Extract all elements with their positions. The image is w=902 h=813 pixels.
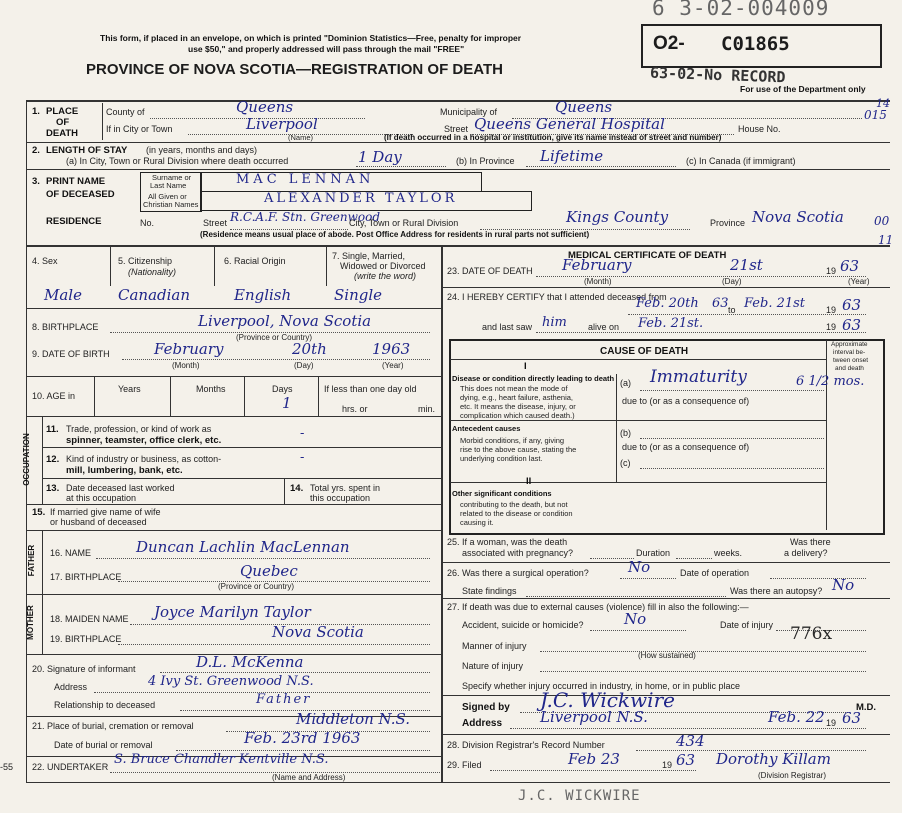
residence-street-label: Street — [203, 218, 228, 228]
to-19: 19 — [826, 305, 837, 315]
frame-bottom-line — [26, 782, 890, 783]
direct-cause-label-2: This does not mean the mode of — [460, 384, 568, 393]
line-s2 — [26, 169, 890, 170]
of-label: OF — [56, 117, 70, 128]
father-name-line — [96, 558, 430, 559]
filed-line — [490, 770, 696, 771]
findings-label: State findings — [462, 586, 517, 596]
print-name-label: PRINT NAME — [46, 176, 106, 187]
undertaker-value[interactable]: S. Bruce Chandler Kentville N.S. — [114, 752, 329, 767]
corner-code: -55 — [0, 762, 14, 772]
external-cause-label: 27. If death was due to external causes (violence) fill in also the following:— — [447, 602, 749, 612]
mother-label: MOTHER — [25, 605, 35, 640]
line-residence — [26, 245, 890, 247]
residence-note: (Residence means usual place of abode. Post Office Address for residents in rural parts not sufficient) — [200, 230, 590, 239]
residence-city-label: City, Town or Rural Division — [349, 218, 459, 228]
s3-number: 3. — [32, 176, 40, 187]
city-value[interactable]: Liverpool — [246, 115, 318, 133]
residence-no-label: No. — [140, 218, 155, 228]
age-days-value[interactable]: 1 — [282, 394, 292, 412]
line-13 — [26, 504, 441, 505]
div-4-5 — [110, 246, 111, 286]
father-birthplace-sub: (Province or Country) — [218, 582, 295, 591]
line-10 — [26, 416, 441, 417]
given-label-1: All Given or — [148, 192, 187, 201]
operation-line — [620, 578, 676, 579]
occupation-divider — [42, 416, 43, 504]
marital-status-value[interactable]: Single — [334, 286, 383, 304]
occupation-label: OCCUPATION — [21, 433, 31, 486]
birthplace-value[interactable]: Liverpool, Nova Scotia — [198, 312, 372, 330]
citizenship-value[interactable]: Canadian — [118, 286, 191, 304]
to-label: to — [728, 305, 736, 315]
mother-maiden-value[interactable]: Joyce Marilyn Taylor — [154, 603, 311, 621]
citizenship-label: 5. Citizenship — [118, 256, 173, 266]
weeks-label: weeks. — [714, 548, 743, 558]
marital-label-1: 7. Single, Married, — [332, 251, 406, 261]
s11-number: 11. — [46, 424, 59, 435]
age-label: 10. AGE in — [32, 391, 76, 401]
mother-maiden-label: 18. MAIDEN NAME — [50, 614, 129, 624]
father-birthplace-label: 17. BIRTHPLACE — [50, 572, 122, 582]
antecedent-title: Antecedent causes — [452, 424, 521, 433]
cause-b-label: (b) — [620, 428, 631, 438]
registration-prefix: O2- — [653, 33, 685, 54]
other-conditions-4: causing it. — [460, 518, 494, 527]
record-number-label: 28. Division Registrar's Record Number — [447, 740, 605, 750]
attended-to[interactable]: Feb. 21st — [744, 296, 806, 311]
antecedent-label-2: rise to the above cause, stating the — [460, 445, 577, 454]
postage-notice-line1: This form, if placed in an envelope, on which is printed "Dominion Statistics—Free, penalty for improper — [100, 33, 522, 43]
informant-address-value[interactable]: 4 Ivy St. Greenwood N.S. — [148, 674, 314, 689]
informant-signature[interactable]: D.L. McKenna — [196, 653, 304, 671]
s1-divider — [102, 103, 103, 140]
s12-label-2: mill, lumbering, bank, etc. — [66, 465, 183, 476]
form-title: PROVINCE OF NOVA SCOTIA—REGISTRATION OF DEATH — [86, 61, 503, 78]
sex-value[interactable]: Male — [44, 286, 82, 304]
father-label: FATHER — [27, 544, 37, 577]
dob-year[interactable]: 1963 — [372, 340, 411, 358]
father-birthplace-value[interactable]: Quebec — [240, 562, 298, 580]
racial-origin-label: 6. Racial Origin — [224, 256, 286, 266]
physician-address-label: Address — [462, 718, 503, 729]
residence-street-value[interactable]: R.C.A.F. Stn. Greenwood — [230, 210, 381, 224]
city-label: If in City or Town — [106, 124, 173, 134]
line-26 — [441, 598, 890, 599]
age-div-4 — [318, 376, 319, 416]
interval-hdr-3: tween onset — [833, 357, 869, 364]
bottom-name-stamp: J.C. WICKWIRE — [518, 788, 641, 804]
line-s1 — [26, 142, 890, 143]
line-direct — [450, 420, 826, 421]
hrs-label: hrs. or — [342, 404, 368, 414]
due-to-label-1: due to (or as a consequence of) — [622, 396, 750, 406]
mother-divider — [42, 594, 43, 654]
date-of-death-19: 19 — [826, 266, 837, 276]
burial-place-label: 21. Place of burial, cremation or removal — [32, 721, 194, 731]
municipality-label: Municipality of — [440, 107, 498, 117]
duration-line — [676, 558, 712, 559]
house-no-label: House No. — [738, 124, 781, 134]
dod-year-sub: (Year) — [848, 277, 870, 286]
s12-number: 12. — [46, 454, 60, 465]
cause-title-line — [450, 359, 826, 360]
signed-year[interactable]: 63 — [842, 709, 862, 727]
alive-year[interactable]: 63 — [842, 316, 862, 334]
informant-address-label: Address — [54, 682, 88, 692]
cause-title: CAUSE OF DEATH — [600, 346, 689, 357]
filed-year[interactable]: 63 — [676, 751, 696, 769]
municipality-value[interactable]: Queens — [555, 98, 613, 116]
length-of-stay-sub: (in years, months and days) — [146, 145, 258, 155]
margin-mark-1: 015 — [864, 108, 887, 122]
father-name-value[interactable]: Duncan Lachlin MacLennan — [136, 538, 350, 556]
county-value[interactable]: Queens — [236, 98, 294, 116]
line-signed — [441, 734, 890, 735]
direct-cause-label-5: complication which caused death.) — [460, 411, 575, 420]
county-label: County of — [106, 107, 145, 117]
s15-number: 15. — [32, 507, 46, 518]
burial-date-value[interactable]: Feb. 23rd 1963 — [244, 729, 361, 747]
duration-label: Duration — [636, 548, 671, 558]
accident-line — [590, 630, 686, 631]
cause-a-interval[interactable]: 6 1/2 mos. — [796, 374, 865, 389]
div-13-14 — [284, 478, 285, 504]
injury-date-label: Date of injury — [720, 620, 774, 630]
autopsy-value[interactable]: No — [832, 576, 855, 594]
burial-date-line — [176, 750, 430, 751]
physician-signature[interactable]: J.C. Wickwire — [540, 688, 675, 712]
s11-label-1: Trade, profession, or kind of work as — [66, 424, 212, 434]
other-conditions-3: related to the disease or condition — [460, 509, 573, 518]
div-5-6 — [214, 246, 215, 286]
certify-label: 24. I HEREBY CERTIFY that I attended deceased from — [447, 292, 667, 302]
cause-c-line — [640, 468, 824, 469]
dob-month[interactable]: February — [154, 340, 224, 358]
age-months-label: Months — [196, 384, 226, 394]
alive-line — [536, 332, 866, 333]
death-label: DEATH — [46, 128, 79, 139]
physician-address-value[interactable]: Liverpool N.S. — [540, 708, 648, 726]
s15-label-2: or husband of deceased — [50, 517, 147, 527]
racial-origin-value[interactable]: English — [234, 286, 292, 304]
residence-province-label: Province — [710, 218, 746, 228]
relationship-label: Relationship to deceased — [54, 700, 156, 710]
accident-value[interactable]: No — [624, 610, 647, 628]
accident-label: Accident, suicide or homicide? — [462, 620, 584, 630]
father-divider — [42, 530, 43, 594]
cause-label-divider — [616, 374, 617, 482]
dob-year-sub: (Year) — [382, 361, 404, 370]
dob-day[interactable]: 20th — [292, 340, 327, 358]
burial-date-label: Date of burial or removal — [54, 740, 153, 750]
s11-label-2: spinner, teamster, office clerk, etc. — [66, 435, 222, 446]
autopsy-label: Was there an autopsy? — [730, 586, 823, 596]
cause-part-2: II — [526, 476, 532, 487]
s1-number: 1. — [32, 106, 40, 117]
pencil-reference-number: 6 3-02-004009 — [652, 0, 830, 20]
attended-line — [628, 314, 866, 315]
undertaker-label: 22. UNDERTAKER — [32, 762, 109, 772]
dod-month-sub: (Month) — [584, 277, 612, 286]
cause-b-line — [640, 438, 824, 439]
street-label: Street — [444, 124, 469, 134]
line-15 — [26, 530, 441, 531]
signed-by-label: Signed by — [462, 702, 510, 713]
stay-city-line — [356, 166, 446, 167]
age-div-2 — [170, 376, 171, 416]
pregnancy-label-1: 25. If a woman, was the death — [447, 537, 568, 547]
s13-label-1: Date deceased last worked — [66, 483, 175, 493]
s15-label-1: If married give name of wife — [50, 507, 161, 517]
s14-label-2: this occupation — [310, 493, 371, 503]
surname-value[interactable]: MAC LENNAN — [236, 172, 375, 187]
age-div-3 — [244, 376, 245, 416]
classification-code: 776x — [790, 624, 833, 644]
marital-label-3: (write the word) — [354, 271, 417, 281]
date-of-death-month[interactable]: February — [562, 256, 632, 274]
margin-mark-3: 00 — [874, 214, 890, 228]
given-names-value[interactable]: ALEXANDER TAYLOR — [264, 191, 458, 206]
signed-19: 19 — [826, 718, 837, 728]
filed-date-value[interactable]: Feb 23 — [568, 750, 620, 768]
dob-line — [122, 359, 430, 360]
due-to-label-2: due to (or as a consequence of) — [622, 442, 750, 452]
direct-cause-label-3: dying, e.g., heart failure, asthenia, — [460, 393, 573, 402]
age-div-1 — [94, 376, 95, 416]
mother-birthplace-value[interactable]: Nova Scotia — [272, 623, 364, 641]
stay-province-label: (b) In Province — [456, 156, 515, 166]
div-6-7 — [326, 246, 327, 286]
center-divider — [441, 246, 443, 782]
filed-19: 19 — [662, 760, 673, 770]
frame-top-line — [26, 100, 890, 102]
filed-label: 29. Filed — [447, 760, 482, 770]
line-12 — [42, 478, 441, 479]
pregnancy-label-2: associated with pregnancy? — [462, 548, 574, 558]
other-conditions-1: Other significant conditions — [452, 489, 552, 498]
given-label-2: Christian Names — [143, 200, 199, 209]
s11-dash: - — [300, 426, 305, 441]
interval-hdr-4: and death — [835, 365, 864, 372]
interval-hdr-2: interval be- — [833, 349, 866, 356]
date-of-death-label: 23. DATE OF DEATH — [447, 266, 533, 276]
operation-value[interactable]: No — [628, 558, 651, 576]
stay-province-value[interactable]: Lifetime — [540, 147, 604, 165]
relationship-value[interactable]: Father — [256, 692, 312, 707]
sex-label: 4. Sex — [32, 256, 58, 266]
age-years-label: Years — [118, 384, 141, 394]
age-days-label: Days — [272, 384, 293, 394]
birthplace-sublabel: (Province or Country) — [236, 333, 313, 342]
last-saw-value[interactable]: him — [542, 315, 567, 330]
interval-column-divider — [826, 340, 827, 530]
line-antecedent — [450, 482, 826, 483]
stay-province-line — [526, 166, 676, 167]
city-name-sublabel: (Name) — [288, 133, 314, 142]
nature-label: Nature of injury — [462, 661, 524, 671]
last-saw-label: and last saw — [482, 322, 533, 332]
manner-label: Manner of injury — [462, 641, 527, 651]
cause-c-label: (c) — [620, 458, 631, 468]
mother-birthplace-line — [118, 644, 430, 645]
line-father — [26, 594, 441, 595]
delivery-label-2: a delivery? — [784, 548, 828, 558]
medical-cert-title: MEDICAL CERTIFICATE OF DEATH — [568, 250, 727, 261]
undertaker-sub: (Name and Address) — [272, 773, 346, 782]
place-label: PLACE — [46, 106, 79, 117]
specify-label: Specify whether injury occurred in industry, in home, or in public place — [462, 681, 740, 691]
nature-line — [540, 671, 866, 672]
s12-dash: - — [300, 450, 305, 465]
dod-day-sub: (Day) — [722, 277, 742, 286]
direct-cause-label-4: etc. It means the disease, injury, or — [460, 402, 576, 411]
line-25 — [441, 562, 890, 563]
birthplace-label: 8. BIRTHPLACE — [32, 322, 99, 332]
cause-part-1: I — [524, 361, 527, 372]
less-than-day-label: If less than one day old — [324, 384, 417, 394]
length-of-stay-label: LENGTH OF STAY — [46, 145, 128, 156]
nationality-sublabel: (Nationality) — [128, 267, 177, 277]
surname-label-1: Surname or — [152, 173, 192, 182]
informant-line — [160, 672, 430, 673]
antecedent-label-1: Morbid conditions, if any, giving — [460, 436, 565, 445]
antecedent-label-3: underlying condition last. — [460, 454, 543, 463]
street-value[interactable]: Queens General Hospital — [474, 115, 665, 133]
md-label: M.D. — [856, 702, 877, 713]
s2-number: 2. — [32, 145, 40, 156]
margin-mark-4: 11 — [878, 233, 894, 247]
margin-mark-2: 14 — [876, 97, 890, 110]
cause-a-line — [640, 390, 824, 391]
record-number-value[interactable]: 434 — [676, 732, 705, 750]
stay-city-label: (a) In City, Town or Rural Division where death occurred — [66, 156, 289, 166]
line-9 — [26, 376, 441, 377]
cause-a-label: (a) — [620, 378, 631, 388]
residence-city-value[interactable]: Kings County — [566, 208, 669, 226]
date-of-death-year[interactable]: 63 — [840, 257, 860, 275]
s14-label-1: Total yrs. spent in — [310, 483, 381, 493]
dob-day-sub: (Day) — [294, 361, 314, 370]
min-label: min. — [418, 404, 436, 414]
cause-a-value[interactable]: Immaturity — [650, 367, 747, 387]
registrar-signature[interactable]: Dorothy Killam — [716, 750, 831, 768]
s12-label-1: Kind of industry or business, as cotton- — [66, 454, 222, 464]
s14-number: 14. — [290, 483, 304, 494]
residence-province-value[interactable]: Nova Scotia — [752, 208, 844, 226]
manner-line — [540, 651, 866, 652]
s13-label-2: at this occupation — [66, 493, 137, 503]
of-deceased-label: OF DECEASED — [46, 189, 115, 200]
postage-notice-line2: use $50," and properly addressed will pass through the mail "FREE" — [188, 44, 465, 54]
institution-note: (If death occurred in a hospital or institution, give its name instead of street and number) — [384, 133, 722, 142]
date-of-death-day[interactable]: 21st — [730, 256, 763, 274]
physician-address-line — [510, 728, 866, 729]
findings-line — [526, 596, 726, 597]
father-name-label: 16. NAME — [50, 548, 92, 558]
mother-birthplace-label: 19. BIRTHPLACE — [50, 634, 122, 644]
no-record-stamp: 63-02-No RECORD — [649, 63, 786, 87]
line-4-7 — [26, 308, 441, 309]
stay-canada-label: (c) In Canada (if immigrant) — [686, 156, 796, 166]
direct-cause-label-1: Disease or condition directly leading to death — [452, 374, 615, 383]
line-11 — [42, 447, 441, 448]
residence-label: RESIDENCE — [46, 216, 102, 227]
burial-place-value[interactable]: Middleton N.S. — [296, 710, 410, 728]
surname-label-2: Last Name — [150, 181, 187, 190]
other-conditions-2: contributing to the death, but not — [460, 500, 568, 509]
signed-date-value[interactable]: Feb. 22 — [768, 708, 825, 726]
s13-number: 13. — [46, 483, 60, 494]
sustained-sub: (How sustained) — [638, 651, 696, 660]
marital-label-2: Widowed or Divorced — [340, 261, 426, 271]
informant-label: 20. Signature of informant — [32, 664, 136, 674]
alive-19: 19 — [826, 322, 837, 332]
dob-label: 9. DATE OF BIRTH — [32, 349, 110, 359]
attended-from-year[interactable]: 63 — [712, 296, 729, 311]
alive-on-value[interactable]: Feb. 21st. — [638, 316, 704, 331]
attended-from[interactable]: Feb. 20th — [636, 296, 699, 311]
operation-date-label: Date of operation — [680, 568, 750, 578]
stay-city-value[interactable]: 1 Day — [358, 148, 402, 166]
interval-hdr-1: Approximate — [831, 341, 868, 348]
department-use-note: For use of the Department only — [740, 84, 866, 94]
registration-number: C01865 — [721, 33, 790, 55]
attended-to-year[interactable]: 63 — [842, 296, 862, 314]
dob-month-sub: (Month) — [172, 361, 200, 370]
registrar-sub: (Division Registrar) — [758, 771, 827, 780]
line-23 — [441, 287, 890, 288]
alive-on-label: alive on — [588, 322, 620, 332]
operation-label: 26. Was there a surgical operation? — [447, 568, 589, 578]
delivery-label-1: Was there — [790, 537, 831, 547]
